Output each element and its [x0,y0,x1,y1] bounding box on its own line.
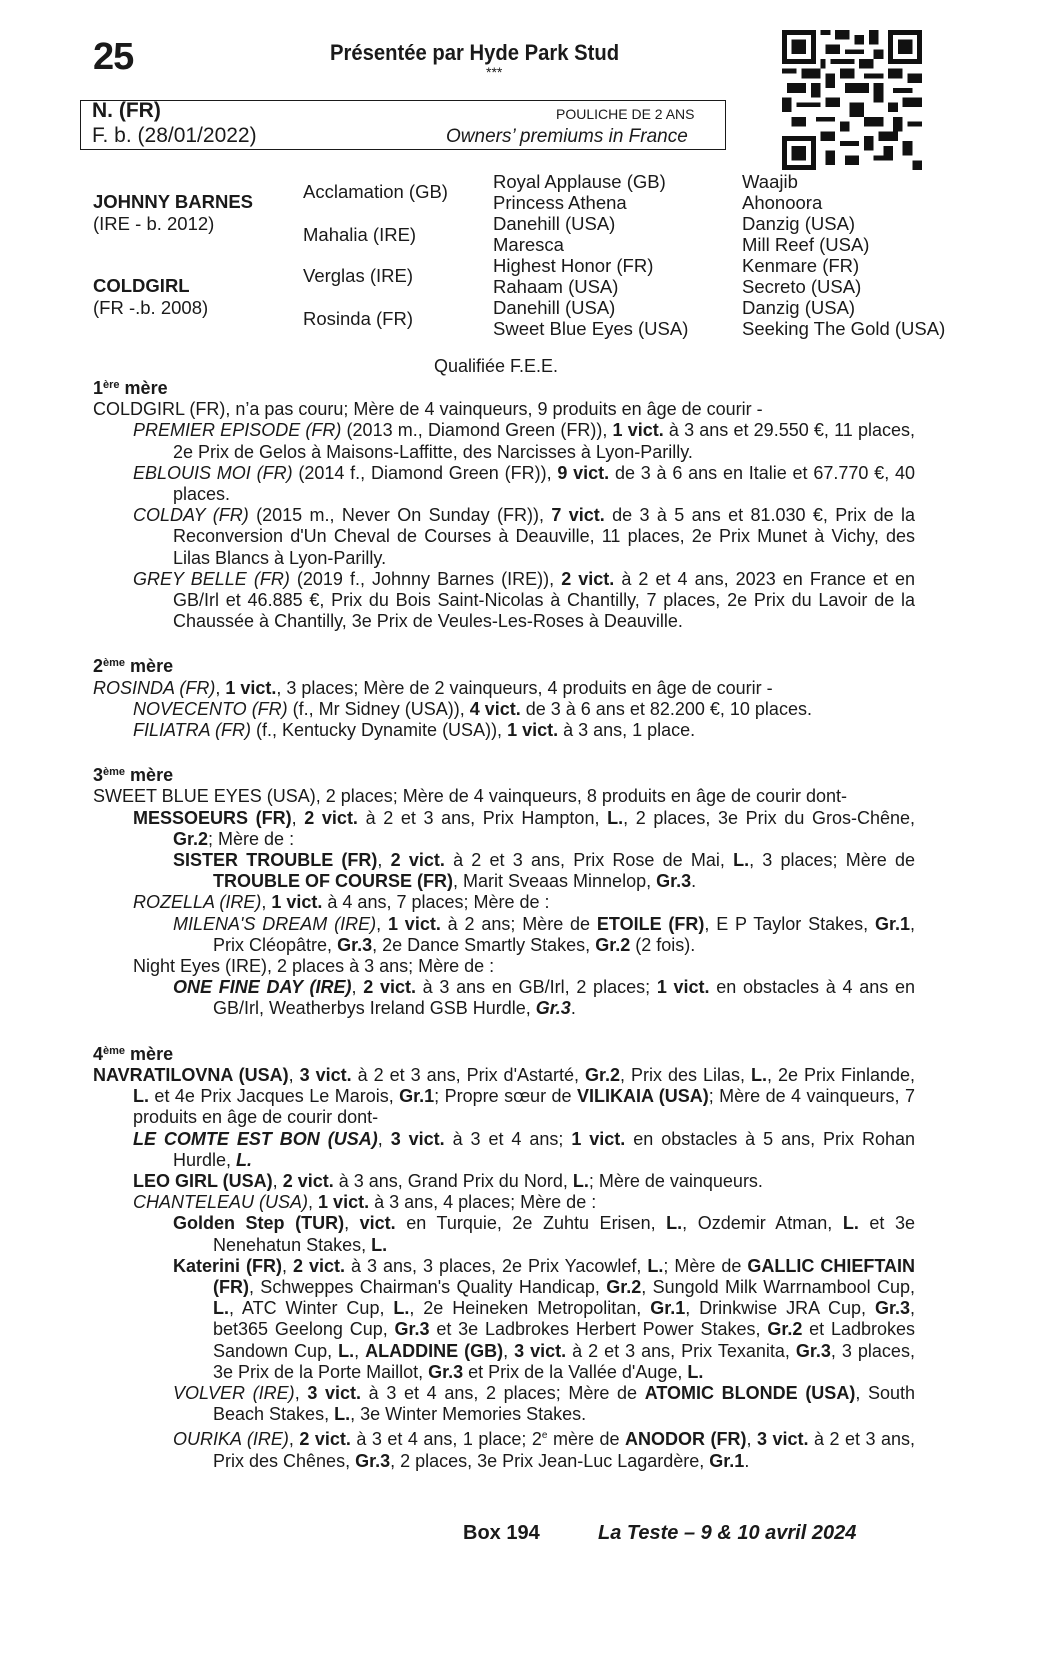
produce-entry: VOLVER (IRE), 3 vict. à 3 et 4 ans, 2 places; Mère de ATOMIC BLONDE (USA), South Beach Stakes, L., 3e Winter Memories Stakes. [173,1382,916,1425]
qr-code-icon[interactable] [782,30,922,170]
qualification: Qualifiée F.E.E. [434,356,559,376]
lot-number: 25 [93,36,134,78]
pedigree-gen3: Royal Applause (GB) [493,171,666,192]
pedigree-gen3: Danehill (USA) [493,297,616,318]
sire-info: (IRE - b. 2012) [93,213,215,234]
produce-entry: LEO GIRL (USA), 2 vict. à 3 ans, Grand Prix du Nord, L.; Mère de vainqueurs. [133,1170,763,1191]
premiums-note: Owners’ premiums in France [446,126,688,147]
pedigree-gen3: Maresca [493,234,564,255]
produce-record [93,375,915,1472]
section-title-4: 4ème mère [93,1043,174,1064]
pedigree-gen3: Rahaam (USA) [493,276,619,297]
pedigree-gen2: Mahalia (IRE) [303,224,417,245]
pedigree-gen4: Danzig (USA) [742,297,856,318]
section-title-3: 3ème mère [93,765,174,786]
produce-entry: NOVECENTO (FR) (f., Mr Sidney (USA)), 4 vict. de 3 à 6 ans et 82.200 €, 10 places. [133,698,812,719]
produce-entry: Katerini (FR), 2 vict. à 3 ans, 3 places, 2e Prix Yacowlef, L.; Mère de GALLIC CHIEFTAIN (FR), Schweppes Chairman's Quality Handicap, Gr.2, Sungold Milk Warrnambool Cup, L., ATC Winter Cup, L., 2e Heineken Metropolitan, Gr.1, Drinkwise JRA Cup, Gr.3, bet365 Geelong Cup, Gr.3 et 3e Ladbrokes Herbert Power Stakes, Gr.2 et Ladbrokes Sandown Cup, L., ALADDINE (GB), 3 vict. à 2 et 3 ans, Prix Texanita, Gr.3, 3 places, 3e Prix de la Porte Maillot, Gr.3 et Prix de la Vallée d'Auge, L. [173,1255,916,1382]
horse-description: F. b. (28/01/2022) [92,124,257,147]
pedigree-gen4: Ahonoora [742,192,823,213]
pedigree-gen4: Waajib [742,171,798,192]
section-title-1: 1ère mère [93,378,168,398]
presenter-title: Présentée par Hyde Park Stud [330,40,620,65]
pedigree-gen2: Acclamation (GB) [303,181,448,202]
pedigree-gen4: Secreto (USA) [742,276,862,297]
produce-entry: EBLOUIS MOI (FR) (2014 f., Diamond Green (FR)), 9 vict. de 3 à 6 ans en Italie et 67.770 €, 40 places. [133,462,915,505]
dam-entry: ROSINDA (FR), 1 vict., 3 places; Mère de 2 vainqueurs, 4 produits en âge de courir - [93,677,773,698]
produce-entry: MILENA'S DREAM (IRE), 1 vict. à 2 ans; Mère de ETOILE (FR), E P Taylor Stakes, Gr.1, Prix Cléopâtre, Gr.3, 2e Dance Smartly Stakes, Gr.2 (2 fois). [173,913,915,955]
pedigree-gen3: Princess Athena [493,192,627,213]
sex-age: POULICHE DE 2 ANS [556,106,695,122]
produce-entry: OURIKA (IRE), 2 vict. à 3 et 4 ans, 1 place; 2e mère de ANODOR (FR), 3 vict. à 2 et 3 ans, Prix des Chênes, Gr.3, 2 places, 3e Prix Jean-Luc Lagardère, Gr.1. [173,1429,916,1471]
footer-sale-info: La Teste – 9 & 10 avril 2024 [598,1522,857,1544]
produce-entry: LE COMTE EST BON (USA), 3 vict. à 3 et 4 ans; 1 vict. en obstacles à 5 ans, Prix Rohan Hurdle, L. [133,1128,916,1170]
horse-name: N. (FR) [92,99,161,122]
produce-entry: CHANTELEAU (USA), 1 vict. à 3 ans, 4 places; Mère de : [133,1192,597,1213]
produce-entry: GREY BELLE (FR) (2019 f., Johnny Barnes (IRE)), 2 vict. à 2 et 4 ans, 2023 en France et en GB/Irl et 46.885 €, Prix du Bois Saint-Nicolas à Chantilly, 7 places, 2e Prix du Lavoir de la Chaussée à Chantilly, 3e Prix de Veules-Les-Roses à Deauville. [133,568,915,632]
dam-info: (FR -.b. 2008) [93,297,209,318]
produce-entry: COLDAY (FR) (2015 m., Never On Sunday (FR)), 7 vict. de 3 à 5 ans et 81.030 €, Prix de la Reconversion d'Un Cheval de Courses à Deauville, 11 places, 2e Prix Munet à Vichy, des Lilas Blancs à Lyon-Parilly. [133,505,916,568]
pedigree-gen2: Rosinda (FR) [303,308,413,329]
footer-box-number: Box 194 [463,1522,540,1544]
produce-entry: Night Eyes (IRE), 2 places à 3 ans; Mère de : [133,956,495,977]
produce-entry: FILIATRA (FR) (f., Kentucky Dynamite (USA)), 1 vict. à 3 ans, 1 place. [133,720,696,741]
pedigree-gen3: Danehill (USA) [493,213,616,234]
pedigree-gen4: Mill Reef (USA) [742,234,870,255]
produce-entry: ROZELLA (IRE), 1 vict. à 4 ans, 7 places; Mère de : [133,892,550,913]
pedigree-gen3: Sweet Blue Eyes (USA) [493,318,689,339]
pedigree-gen2: Verglas (IRE) [303,265,414,286]
produce-entry: Golden Step (TUR), vict. en Turquie, 2e Zuhtu Erisen, L., Ozdemir Atman, L. et 3e Nenehatun Stakes, L. [173,1213,915,1255]
dam-entry: COLDGIRL (FR), n’a pas couru; Mère de 4 vainqueurs, 9 produits en âge de courir - [93,399,763,420]
pedigree-gen4: Seeking The Gold (USA) [742,318,946,339]
pedigree-gen4: Kenmare (FR) [742,255,860,276]
dam-entry: NAVRATILOVNA (USA), 3 vict. à 2 et 3 ans, Prix d'Astarté, Gr.2, Prix des Lilas, L., 2e Prix Finlande, L. et 4e Prix Jacques Le Marois, Gr.1; Propre sœur de VILIKAIA (USA); Mère de 4 vainqueurs, 7 produits en âge de courir dont- [93,1064,916,1128]
produce-entry: MESSOEURS (FR), 2 vict. à 2 et 3 ans, Prix Hampton, L., 2 places, 3e Prix du Gros-Chêne, Gr.2; Mère de : [133,807,915,849]
produce-entry: SISTER TROUBLE (FR), 2 vict. à 2 et 3 ans, Prix Rose de Mai, L., 3 places; Mère de TROUBLE OF COURSE (FR), Marit Sveaas Minnelop, Gr.3. [173,850,915,892]
stars: *** [486,64,503,80]
produce-entry: PREMIER EPISODE (FR) (2013 m., Diamond Green (FR)), 1 vict. à 3 ans et 29.550 €, 11 places, 2e Prix de Gelos à Maisons-Laffitte, des Narcisses à Lyon-Parilly. [133,420,915,462]
dam-name: COLDGIRL [93,275,190,296]
sire-name: JOHNNY BARNES [93,191,254,212]
pedigree-gen3: Highest Honor (FR) [493,255,654,276]
section-title-2: 2ème mère [93,656,174,677]
dam-entry: SWEET BLUE EYES (USA), 2 places; Mère de 4 vainqueurs, 8 produits en âge de courir dont- [93,786,848,807]
produce-entry: ONE FINE DAY (IRE), 2 vict. à 3 ans en GB/Irl, 2 places; 1 vict. en obstacles à 4 ans en GB/Irl, Weatherbys Ireland GSB Hurdle, Gr.3. [173,977,915,1019]
pedigree-gen4: Danzig (USA) [742,213,856,234]
